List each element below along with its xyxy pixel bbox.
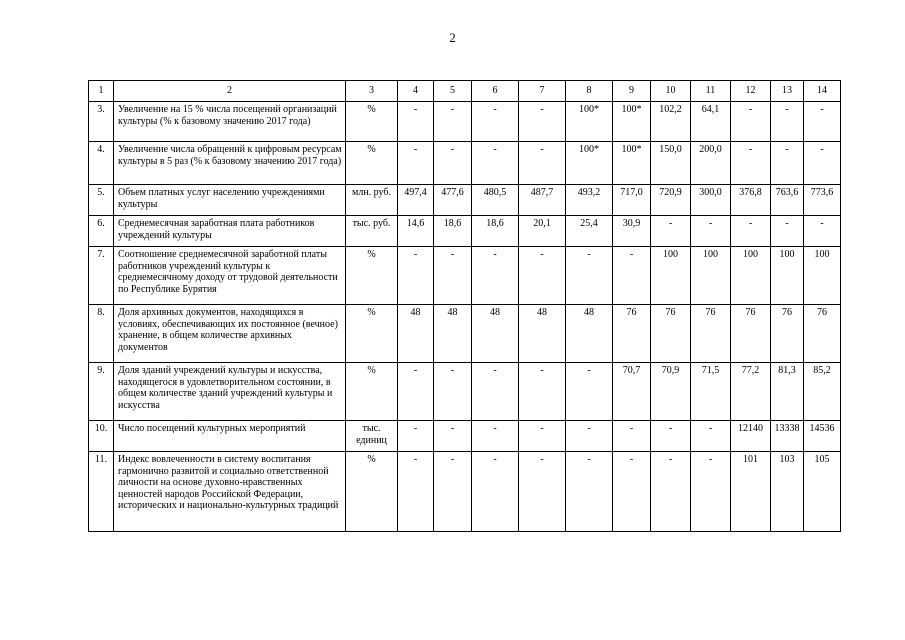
unit-cell: тыс. единиц	[346, 421, 398, 452]
header-cell: 4	[398, 81, 434, 102]
row-number: 7.	[89, 247, 114, 305]
unit-cell: %	[346, 102, 398, 142]
value-cell: -	[691, 421, 731, 452]
indicator-description: Доля зданий учреждений культуры и искусства, находящегося в удовлетворительном состоянии, в общем количестве зданий учреждений культуры и искусства	[114, 363, 346, 421]
value-cell: -	[434, 142, 472, 185]
value-cell: 103	[771, 452, 804, 532]
value-cell: -	[398, 142, 434, 185]
value-cell: 14,6	[398, 216, 434, 247]
header-cell: 14	[804, 81, 841, 102]
value-cell: -	[519, 247, 566, 305]
table-row	[89, 185, 841, 216]
value-cell: -	[472, 363, 519, 421]
value-cell: -	[566, 452, 613, 532]
value-cell: -	[472, 421, 519, 452]
value-cell: 200,0	[691, 142, 731, 185]
value-cell: 477,6	[434, 185, 472, 216]
value-cell: 70,9	[651, 363, 691, 421]
value-cell: 77,2	[731, 363, 771, 421]
value-cell: -	[519, 142, 566, 185]
value-cell: 14536	[804, 421, 841, 452]
table-row	[89, 142, 841, 185]
value-cell: 100	[691, 247, 731, 305]
value-cell: -	[804, 102, 841, 142]
indicator-description: Индекс вовлеченности в систему воспитания гармонично развитой и социально ответственной личности на основе духовно-нравственных ценностей народов Российской Федерации, исторических и национально-культурных традиций	[114, 452, 346, 532]
value-cell: -	[613, 247, 651, 305]
value-cell: -	[804, 142, 841, 185]
value-cell: 48	[398, 305, 434, 363]
value-cell: 100*	[566, 142, 613, 185]
value-cell: 720,9	[651, 185, 691, 216]
indicator-description: Увеличение на 15 % числа посещений организаций культуры (% к базовому значению 2017 года)	[114, 102, 346, 142]
value-cell: -	[691, 452, 731, 532]
header-cell: 1	[89, 81, 114, 102]
value-cell: 18,6	[434, 216, 472, 247]
value-cell: 101	[731, 452, 771, 532]
unit-cell: %	[346, 247, 398, 305]
unit-cell: %	[346, 452, 398, 532]
value-cell: 25,4	[566, 216, 613, 247]
table-row	[89, 102, 841, 142]
value-cell: 100	[731, 247, 771, 305]
value-cell: -	[398, 363, 434, 421]
value-cell: 300,0	[691, 185, 731, 216]
value-cell: 48	[472, 305, 519, 363]
value-cell: -	[434, 421, 472, 452]
value-cell: 100	[771, 247, 804, 305]
value-cell: -	[398, 247, 434, 305]
value-cell: -	[731, 142, 771, 185]
value-cell: 64,1	[691, 102, 731, 142]
value-cell: 71,5	[691, 363, 731, 421]
header-cell: 5	[434, 81, 472, 102]
unit-cell: млн. руб.	[346, 185, 398, 216]
value-cell: -	[519, 102, 566, 142]
value-cell: -	[434, 452, 472, 532]
unit-cell: %	[346, 142, 398, 185]
row-number: 5.	[89, 185, 114, 216]
value-cell: -	[472, 452, 519, 532]
value-cell: 13338	[771, 421, 804, 452]
unit-cell: %	[346, 305, 398, 363]
value-cell: 105	[804, 452, 841, 532]
header-cell: 6	[472, 81, 519, 102]
row-number: 10.	[89, 421, 114, 452]
header-cell: 12	[731, 81, 771, 102]
value-cell: -	[566, 363, 613, 421]
row-number: 9.	[89, 363, 114, 421]
value-cell: 18,6	[472, 216, 519, 247]
indicator-description: Объем платных услуг населению учреждениями культуры	[114, 185, 346, 216]
value-cell: 493,2	[566, 185, 613, 216]
value-cell: -	[691, 216, 731, 247]
unit-cell: %	[346, 363, 398, 421]
indicator-description: Увеличение числа обращений к цифровым ресурсам культуры в 5 раз (% к базовому значению 2017 года)	[114, 142, 346, 185]
table-row	[89, 363, 841, 421]
value-cell: 102,2	[651, 102, 691, 142]
value-cell: -	[613, 452, 651, 532]
value-cell: -	[651, 421, 691, 452]
header-cell: 7	[519, 81, 566, 102]
value-cell: -	[398, 102, 434, 142]
table-row	[89, 216, 841, 247]
value-cell: 81,3	[771, 363, 804, 421]
value-cell: -	[731, 216, 771, 247]
value-cell: -	[566, 421, 613, 452]
value-cell: 100*	[566, 102, 613, 142]
value-cell: 717,0	[613, 185, 651, 216]
value-cell: 76	[691, 305, 731, 363]
value-cell: 150,0	[651, 142, 691, 185]
value-cell: 487,7	[519, 185, 566, 216]
value-cell: -	[472, 247, 519, 305]
row-number: 4.	[89, 142, 114, 185]
table-row	[89, 421, 841, 452]
value-cell: 100	[804, 247, 841, 305]
value-cell: -	[472, 142, 519, 185]
value-cell: 85,2	[804, 363, 841, 421]
header-cell: 10	[651, 81, 691, 102]
indicators-table	[88, 80, 841, 532]
header-cell: 11	[691, 81, 731, 102]
table-row	[89, 305, 841, 363]
value-cell: -	[651, 452, 691, 532]
header-cell: 8	[566, 81, 613, 102]
value-cell: 376,8	[731, 185, 771, 216]
header-cell: 9	[613, 81, 651, 102]
header-row	[89, 81, 841, 102]
value-cell: 480,5	[472, 185, 519, 216]
value-cell: -	[613, 421, 651, 452]
value-cell: 100*	[613, 142, 651, 185]
value-cell: -	[771, 216, 804, 247]
value-cell: 70,7	[613, 363, 651, 421]
header-cell: 13	[771, 81, 804, 102]
value-cell: 76	[771, 305, 804, 363]
value-cell: -	[804, 216, 841, 247]
row-number: 11.	[89, 452, 114, 532]
value-cell: 773,6	[804, 185, 841, 216]
row-number: 8.	[89, 305, 114, 363]
unit-cell: тыс. руб.	[346, 216, 398, 247]
value-cell: -	[398, 452, 434, 532]
indicator-description: Среднемесячная заработная плата работников учреждений культуры	[114, 216, 346, 247]
value-cell: 76	[613, 305, 651, 363]
value-cell: 76	[804, 305, 841, 363]
value-cell: -	[771, 102, 804, 142]
value-cell: 48	[566, 305, 613, 363]
value-cell: 497,4	[398, 185, 434, 216]
value-cell: -	[472, 102, 519, 142]
value-cell: -	[434, 363, 472, 421]
value-cell: 100*	[613, 102, 651, 142]
table-row	[89, 452, 841, 532]
value-cell: -	[566, 247, 613, 305]
indicator-description: Соотношение среднемесячной заработной платы работников учреждений культуры к среднемесячному доходу от трудовой деятельности по Республике Бурятия	[114, 247, 346, 305]
header-cell: 2	[114, 81, 346, 102]
indicator-description: Доля архивных документов, находящихся в условиях, обеспечивающих их постоянное (вечное) хранение, в общем количестве архивных документов	[114, 305, 346, 363]
value-cell: -	[398, 421, 434, 452]
header-cell: 3	[346, 81, 398, 102]
value-cell: -	[651, 216, 691, 247]
value-cell: 76	[651, 305, 691, 363]
value-cell: -	[519, 363, 566, 421]
value-cell: 48	[519, 305, 566, 363]
value-cell: 763,6	[771, 185, 804, 216]
value-cell: -	[731, 102, 771, 142]
value-cell: -	[519, 452, 566, 532]
value-cell: -	[771, 142, 804, 185]
indicator-description: Число посещений культурных мероприятий	[114, 421, 346, 452]
page-number: 2	[449, 30, 456, 45]
row-number: 3.	[89, 102, 114, 142]
value-cell: 48	[434, 305, 472, 363]
value-cell: 12140	[731, 421, 771, 452]
value-cell: -	[434, 247, 472, 305]
table-row	[89, 247, 841, 305]
value-cell: 30,9	[613, 216, 651, 247]
value-cell: -	[519, 421, 566, 452]
value-cell: 100	[651, 247, 691, 305]
row-number: 6.	[89, 216, 114, 247]
value-cell: -	[434, 102, 472, 142]
value-cell: 20,1	[519, 216, 566, 247]
value-cell: 76	[731, 305, 771, 363]
